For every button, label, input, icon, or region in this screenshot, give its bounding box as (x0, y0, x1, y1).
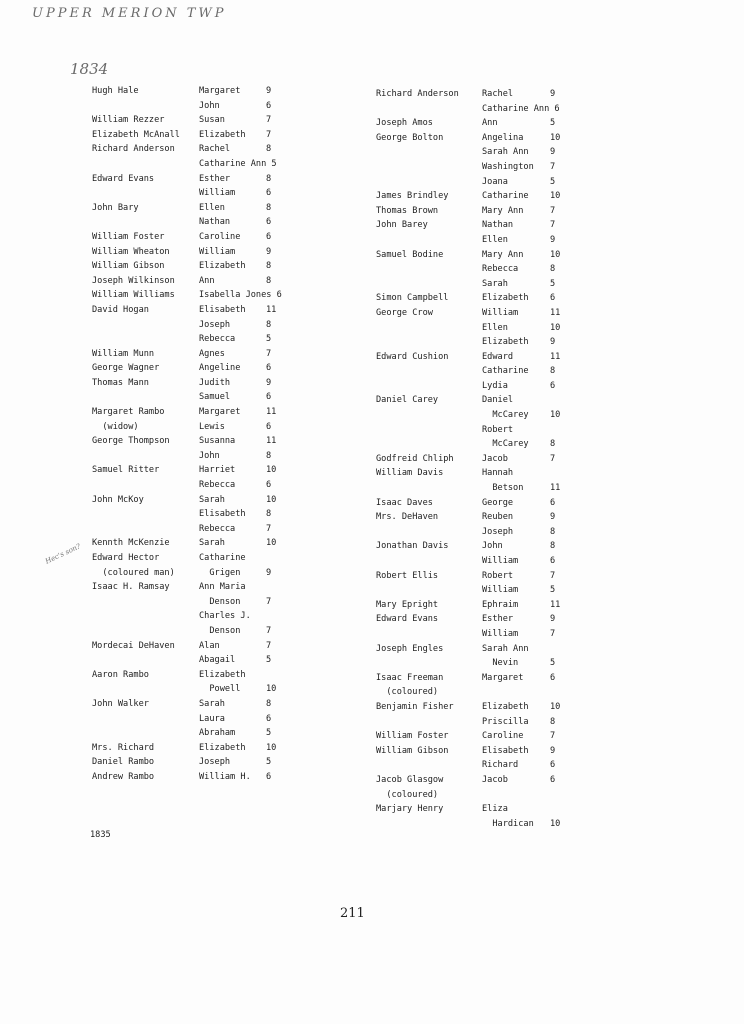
child-name: Powell (199, 684, 241, 695)
child-age: 10 (266, 684, 277, 695)
child-age: 6 (266, 231, 272, 242)
child-age: 10 (266, 465, 277, 476)
household-head: Richard Anderson (92, 144, 175, 155)
household-head: Mary Epright (376, 599, 439, 610)
household-head: Richard Anderson (376, 89, 459, 99)
child-age: 10 (550, 701, 561, 712)
child-name: Elisabeth (482, 745, 529, 756)
child-age: 6 (550, 380, 556, 391)
child-age: 7 (550, 628, 556, 639)
child-name: Joseph (199, 319, 231, 330)
child-name: Mary Ann (482, 249, 524, 260)
child-name: Caroline (482, 731, 524, 742)
child-name: McCarey (482, 410, 529, 421)
child-name: Grigen (199, 567, 241, 578)
child-age: 5 (550, 118, 556, 129)
child-age: 8 (266, 275, 272, 286)
child-age: 10 (550, 410, 561, 421)
child-name: Rachel (199, 144, 231, 155)
household-head: Joseph Amos (376, 118, 433, 129)
child-age: 5 (550, 585, 556, 596)
household-head: George Wagner (92, 363, 160, 374)
child-age: 6 (266, 217, 272, 228)
child-name: Ann (199, 275, 215, 286)
household-head: Edward Cushion (376, 351, 449, 362)
household-head: (coloured) (376, 789, 439, 800)
household-head: George Thompson (92, 436, 170, 447)
child-name: William (199, 188, 236, 199)
household-head: James Brindley (376, 191, 449, 202)
child-age: 9 (550, 89, 556, 99)
child-age: 5 (550, 176, 556, 187)
household-head: Edward Evans (92, 173, 155, 184)
child-name: William (482, 307, 519, 318)
child-age: 6 (550, 293, 556, 304)
child-age: 8 (550, 264, 556, 275)
child-age: 6 (550, 774, 556, 785)
child-age: 9 (550, 234, 556, 245)
child-age: 9 (550, 614, 556, 625)
child-name: Rebecca (199, 334, 236, 345)
child-age: 6 (550, 760, 556, 771)
child-age: 7 (266, 129, 272, 140)
child-name: Daniel (482, 395, 514, 406)
child-name: Abraham (199, 728, 236, 739)
child-name: Rebecca (482, 264, 519, 275)
child-name: Edward (482, 351, 514, 362)
child-name: John (199, 100, 220, 111)
child-age: 7 (266, 115, 272, 126)
child-age: 8 (266, 173, 272, 184)
footer-year: 1835 (90, 830, 111, 840)
child-name: Robert (482, 424, 514, 435)
child-name: Ann (482, 118, 498, 129)
child-age: 8 (550, 716, 556, 727)
child-name: Eliza (482, 804, 508, 815)
child-age: 7 (550, 161, 556, 172)
household-head: (coloured man) (92, 567, 175, 578)
child-name: Ellen (199, 202, 225, 213)
child-name: Alan (199, 640, 220, 651)
child-name: Sarah (199, 538, 225, 549)
household-head: William Munn (92, 348, 155, 359)
household-head: Daniel Rambo (92, 757, 155, 768)
household-head: Isaac Daves (376, 497, 433, 508)
child-name: Sarah Ann (482, 643, 529, 654)
child-age: 7 (266, 348, 272, 359)
child-name: Hannah (482, 468, 514, 479)
household-head: Samuel Bodine (376, 249, 444, 260)
child-name: Elizabeth (482, 701, 529, 712)
child-name: Elisabeth (199, 509, 246, 520)
household-head: Aaron Rambo (92, 669, 149, 680)
child-age: 6 (266, 188, 272, 199)
child-age: 10 (550, 818, 561, 829)
child-name: Angelina (482, 132, 524, 143)
child-name: Elizabeth (199, 129, 246, 140)
child-age: 9 (266, 86, 272, 96)
child-name: Catharine Ann 6 (482, 103, 560, 114)
household-head: William Rezzer (92, 115, 165, 126)
child-name: Catharine (482, 366, 529, 377)
household-head: Godfreid Chliph (376, 453, 454, 464)
child-name: Elizabeth (199, 742, 246, 753)
child-name: Ellen (482, 322, 508, 333)
child-age: 11 (266, 436, 277, 447)
household-head: William Davis (376, 468, 444, 479)
child-age: 11 (550, 307, 561, 318)
child-name: Isabella Jones 6 (199, 290, 282, 301)
child-name: Ann Maria (199, 582, 246, 593)
child-name: Elizabeth (482, 337, 529, 348)
child-name: Esther (482, 614, 514, 625)
handwritten-township-note: UPPER MERION TWP (32, 6, 227, 21)
child-age: 7 (550, 570, 556, 581)
child-name: Ellen (482, 234, 508, 245)
child-name: Angeline (199, 363, 241, 374)
child-age: 6 (550, 497, 556, 508)
child-name: Sarah (199, 698, 225, 709)
household-head: John Barey (376, 220, 428, 231)
household-head: Isaac H. Ramsay (92, 582, 170, 593)
child-name: Catharine (482, 191, 529, 202)
child-age: 10 (266, 494, 277, 505)
handwritten-year: 1834 (70, 60, 109, 78)
child-age: 6 (266, 421, 272, 432)
child-age: 6 (266, 480, 272, 491)
child-name: Hardican (482, 818, 534, 829)
child-age: 10 (550, 132, 561, 143)
child-name: Elisabeth (199, 304, 246, 315)
child-age: 8 (266, 319, 272, 330)
child-age: 9 (550, 147, 556, 158)
household-head: William Williams (92, 290, 175, 301)
child-age: 8 (266, 698, 272, 709)
child-name: Susanna (199, 436, 236, 447)
handwritten-margin-note: Hec's son? (44, 542, 82, 566)
child-age: 6 (550, 672, 556, 683)
household-head: David Hogan (92, 304, 149, 315)
child-name: Abagail (199, 655, 236, 666)
child-age: 7 (266, 640, 272, 651)
child-age: 9 (550, 337, 556, 348)
child-name: Charles J. (199, 611, 251, 622)
child-name: Catharine Ann 5 (199, 158, 277, 169)
child-name: Lydia (482, 380, 508, 391)
child-age: 10 (266, 538, 277, 549)
child-name: John (199, 450, 220, 461)
child-age: 8 (550, 541, 556, 552)
child-age: 5 (550, 658, 556, 669)
household-head: Thomas Mann (92, 377, 149, 388)
child-age: 11 (550, 483, 561, 494)
child-name: Mary Ann (482, 205, 524, 216)
child-name: Denson (199, 596, 241, 607)
child-age: 6 (266, 363, 272, 374)
household-head: John Bary (92, 202, 139, 213)
child-age: 7 (550, 453, 556, 464)
household-head: William Gibson (92, 261, 165, 272)
child-name: Rebecca (199, 523, 236, 534)
child-age: 8 (550, 366, 556, 377)
child-name: Joseph (482, 526, 514, 537)
child-age: 9 (266, 377, 272, 388)
child-name: Betson (482, 483, 524, 494)
child-age: 7 (550, 731, 556, 742)
child-name: Elizabeth (482, 293, 529, 304)
child-name: Samuel (199, 392, 231, 403)
child-age: 5 (550, 278, 556, 289)
child-age: 9 (266, 246, 272, 257)
child-age: 7 (550, 205, 556, 216)
household-head: William Foster (92, 231, 165, 242)
child-name: Margaret (199, 86, 241, 96)
child-age: 10 (550, 249, 561, 260)
child-name: Nathan (199, 217, 231, 228)
child-name: Robert (482, 570, 514, 581)
child-age: 8 (266, 450, 272, 461)
child-name: John (482, 541, 503, 552)
child-age: 8 (266, 509, 272, 520)
child-name: Esther (199, 173, 231, 184)
page-number: 211 (340, 906, 365, 921)
household-head: Simon Campbell (376, 293, 449, 304)
child-name: Catharine (199, 553, 246, 563)
child-name: Sarah (482, 278, 508, 289)
child-name: William (482, 585, 519, 596)
child-age: 9 (266, 567, 272, 578)
household-head: (widow) (92, 421, 139, 432)
child-name: Elizabeth (199, 261, 246, 272)
child-age: 9 (550, 745, 556, 756)
child-name: Ephraim (482, 599, 519, 610)
household-head: Jacob Glasgow (376, 774, 444, 785)
child-age: 8 (550, 439, 556, 450)
child-age: 8 (266, 144, 272, 155)
household-head: George Bolton (376, 132, 444, 143)
child-name: Denson (199, 625, 241, 636)
child-name: Judith (199, 377, 231, 388)
household-head: Jonathan Davis (376, 541, 449, 552)
child-name: Washington (482, 161, 534, 172)
household-head: Mrs. Richard (92, 742, 155, 753)
child-name: Caroline (199, 231, 241, 242)
household-head: Elizabeth McAnall (92, 129, 180, 140)
child-age: 5 (266, 757, 272, 768)
household-head: Edward Hector (92, 553, 160, 563)
child-age: 10 (266, 742, 277, 753)
child-name: William H. (199, 771, 251, 782)
child-age: 11 (550, 351, 561, 362)
household-head: Margaret Rambo (92, 407, 165, 418)
household-head: (coloured) (376, 687, 439, 698)
household-head: Andrew Rambo (92, 771, 155, 782)
child-age: 6 (266, 100, 272, 111)
child-name: William (482, 556, 519, 566)
household-head: William Foster (376, 731, 449, 742)
child-age: 6 (266, 713, 272, 724)
household-head: John McKoy (92, 494, 144, 505)
household-head: John Walker (92, 698, 149, 709)
child-name: McCarey (482, 439, 529, 450)
child-name: Agnes (199, 348, 225, 359)
household-head: Daniel Carey (376, 395, 439, 406)
household-head: Joseph Engles (376, 643, 444, 654)
household-head: Mrs. DeHaven (376, 512, 439, 523)
household-head: Benjamin Fisher (376, 701, 454, 712)
child-age: 10 (550, 191, 561, 202)
child-name: Priscilla (482, 716, 529, 727)
child-name: Jacob (482, 774, 508, 785)
child-name: Lewis (199, 421, 225, 432)
household-head: George Crow (376, 307, 433, 318)
household-head: Mordecai DeHaven (92, 640, 175, 651)
child-age: 5 (266, 655, 272, 666)
child-age: 7 (266, 625, 272, 636)
child-age: 8 (550, 526, 556, 537)
household-head: Edward Evans (376, 614, 439, 625)
child-name: Jacob (482, 453, 508, 464)
child-name: Rebecca (199, 480, 236, 491)
child-name: Laura (199, 713, 225, 724)
child-name: Joana (482, 176, 508, 187)
household-head: Isaac Freeman (376, 672, 444, 683)
child-age: 11 (266, 407, 277, 418)
child-age: 6 (266, 771, 272, 782)
child-age: 7 (266, 596, 272, 607)
household-head: Hugh Hale (92, 86, 139, 96)
child-name: Sarah Ann (482, 147, 529, 158)
household-head: William Wheaton (92, 246, 170, 257)
child-age: 11 (550, 599, 561, 610)
child-age: 8 (266, 202, 272, 213)
household-head: Thomas Brown (376, 205, 439, 216)
child-name: William (199, 246, 236, 257)
child-name: Sarah (199, 494, 225, 505)
household-head: Samuel Ritter (92, 465, 160, 476)
child-name: Richard (482, 760, 519, 771)
child-name: William (482, 628, 519, 639)
child-name: Margaret (199, 407, 241, 418)
child-age: 10 (550, 322, 561, 333)
child-age: 9 (550, 512, 556, 523)
household-head: William Gibson (376, 745, 449, 756)
child-name: Elizabeth (199, 669, 246, 680)
child-age: 5 (266, 728, 272, 739)
child-name: Margaret (482, 672, 524, 683)
child-age: 8 (266, 261, 272, 272)
household-head: Kennth McKenzie (92, 538, 170, 549)
child-name: Nevin (482, 658, 519, 669)
child-age: 5 (266, 334, 272, 345)
child-age: 7 (550, 220, 556, 231)
household-head: Robert Ellis (376, 570, 439, 581)
household-head: Marjary Henry (376, 804, 444, 815)
child-age: 6 (266, 392, 272, 403)
child-name: George (482, 497, 514, 508)
child-name: Rachel (482, 89, 514, 99)
child-name: Joseph (199, 757, 231, 768)
child-age: 7 (266, 523, 272, 534)
child-name: Harriet (199, 465, 236, 476)
household-head: Joseph Wilkinson (92, 275, 175, 286)
child-age: 11 (266, 304, 277, 315)
child-name: Nathan (482, 220, 514, 231)
child-age: 6 (550, 556, 556, 566)
child-name: Reuben (482, 512, 514, 523)
child-name: Susan (199, 115, 225, 126)
